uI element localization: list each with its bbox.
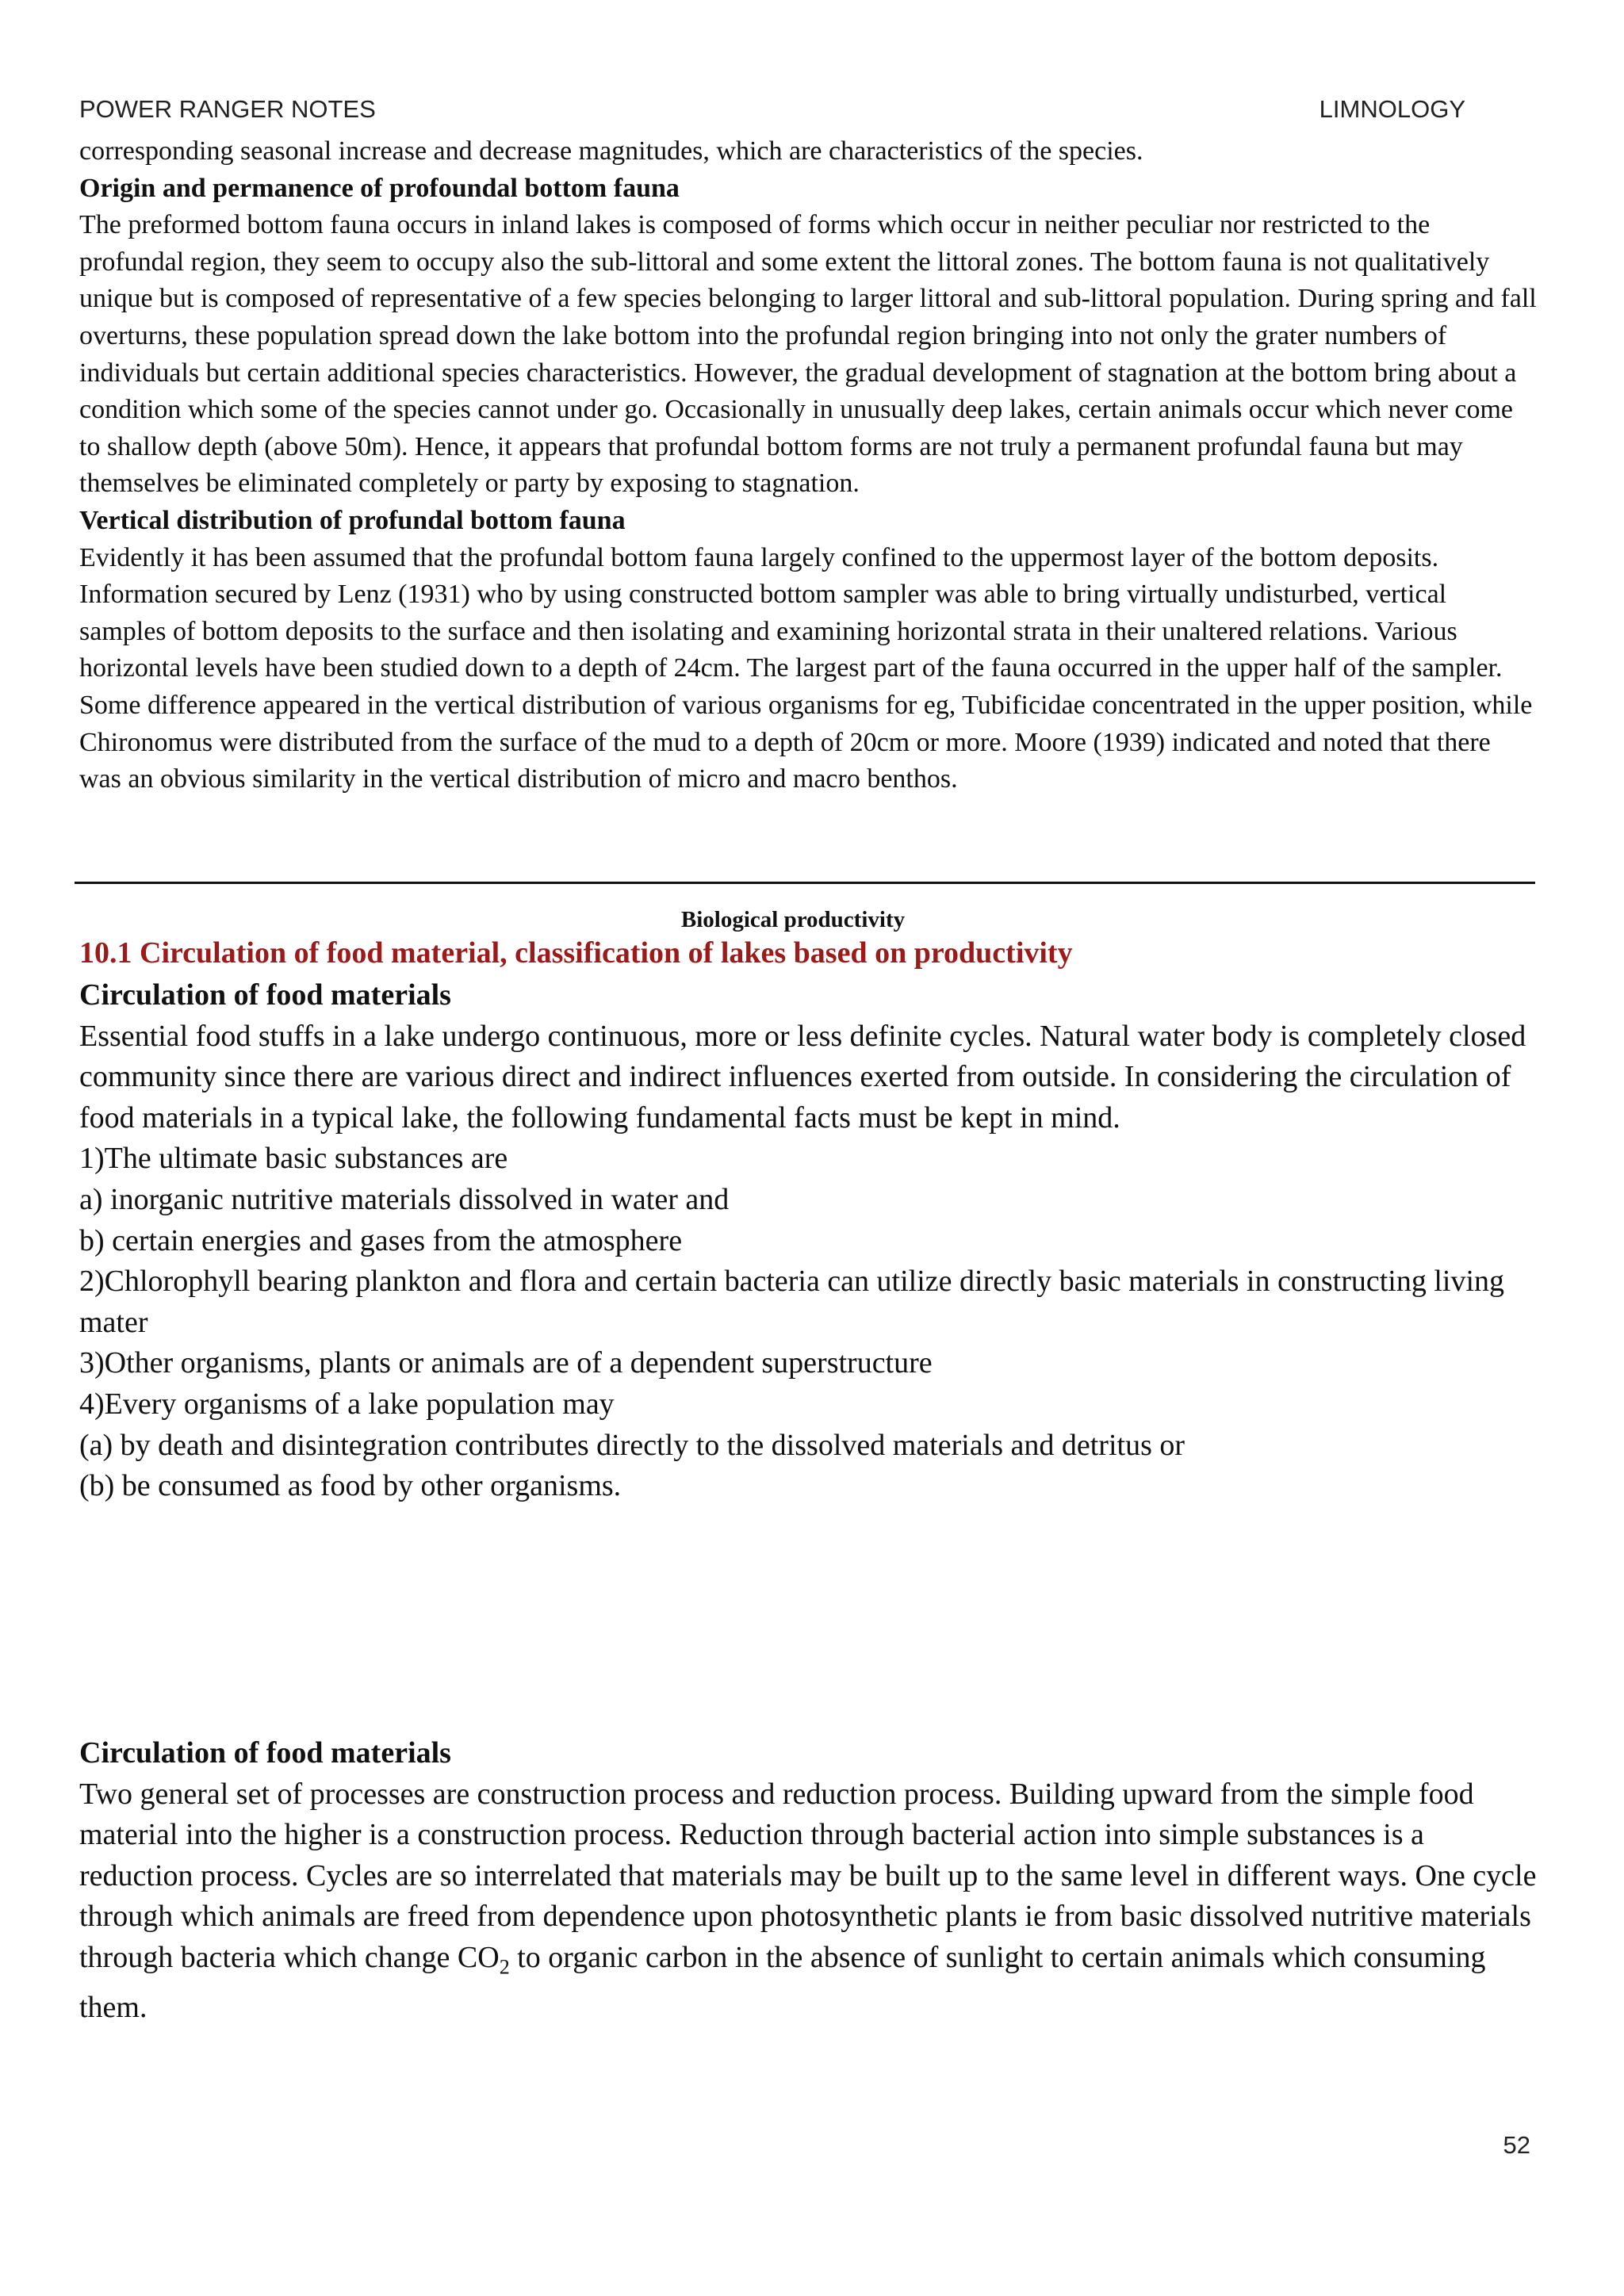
heading-vertical-distribution: Vertical distribution of profundal bottom fauna xyxy=(79,505,626,535)
paragraph-vertical-distribution: Evidently it has been assumed that the profundal bottom fauna largely confined to the uppermost layer of the bottom deposits. Information secured by Lenz (1931) who by using constructed bottom sampler was able to bring virtually undisturbed, vertical samples of bottom deposits to the surface and then isolating and examining horizontal strata in their unaltered relations. Various horizontal levels have been studied down to a depth of 24cm. The largest part of the fauna occurred in the upper half of the sampler. Some difference appeared in the vertical distribution of various organisms for eg, Tubificidae concentrated in the upper position, while Chironomus were distributed from the surface of the mud to a depth of 20cm or more. Moore (1939) indicated and noted that there was an obvious similarity in the vertical distribution of micro and macro benthos. xyxy=(79,542,1533,794)
heading-origin-permanence: Origin and permanence of profoundal bottom fauna xyxy=(79,173,680,203)
heading-circulation-1: Circulation of food materials xyxy=(79,978,451,1012)
section-circulation-2 xyxy=(79,1733,1538,2029)
header-subject: LIMNOLOGY xyxy=(1319,95,1465,123)
list-item: 1)The ultimate basic substances are xyxy=(79,1142,508,1176)
page-header xyxy=(79,95,1465,135)
paragraph-text: Two general set of processes are construction process and reduction process. Building upward from the simple food material into the higher is a construction process. Reduction through bacterial action into simple substances is a reduction process. Cycles are so interrelated that materials may be built up to the same level in different ways. One cycle through which animals are freed from dependence upon photosynthetic plants ie from basic dissolved nutritive materials through bacteria which change CO xyxy=(79,1777,1537,1974)
list-item: a) inorganic nutritive materials dissolved in water and xyxy=(79,1182,730,1216)
paragraph-origin-permanence: The preformed bottom fauna occurs in inland lakes is composed of forms which occur in neither peculiar nor restricted to the profundal region, they seem to occupy also the sub-littoral and some extent the littoral zones. The bottom fauna is not qualitatively unique but is composed of representative of a few species belonging to larger littoral and sub-littoral population. During spring and fall overturns, these population spread down the lake bottom into the profundal region bringing into not only the grater numbers of individuals but certain additional species characteristics. However, the gradual development of stagnation at the bottom bring about a condition which some of the species cannot under go. Occasionally in unusually deep lakes, certain animals occur which never come to shallow depth (above 50m). Hence, it appears that profundal bottom forms are not truly a permanent profundal fauna but may themselves be eliminated completely or party by exposing to stagnation. xyxy=(79,210,1537,499)
section-circulation-1 xyxy=(79,975,1538,1507)
section-heading-10-1: 10.1 Circulation of food material, classification of lakes based on productivity xyxy=(79,936,1073,970)
list-item: (a) by death and disintegration contributes directly to the dissolved materials and detritus or xyxy=(79,1428,1185,1462)
paragraph-circulation-2 xyxy=(79,1774,1538,2029)
fundamental-facts-list xyxy=(79,1138,1538,1506)
co2-subscript: 2 xyxy=(499,1955,510,1979)
paragraph-text-continued: to organic carbon in the absence of sunlight to certain animals which consuming them. xyxy=(79,1940,1486,2025)
heading-circulation-2: Circulation of food materials xyxy=(79,1736,451,1770)
horizontal-divider xyxy=(75,882,1535,884)
list-item: 4)Every organisms of a lake population may xyxy=(79,1387,615,1421)
header-title: POWER RANGER NOTES xyxy=(79,95,376,123)
page-number: 52 xyxy=(1503,2131,1530,2159)
list-item: b) certain energies and gases from the atmosphere xyxy=(79,1223,683,1257)
list-item: 3)Other organisms, plants or animals are of a dependent superstructure xyxy=(79,1346,933,1380)
list-item: 2)Chlorophyll bearing plankton and flora and certain bacteria can utilize directly basic materials in constructing living mater xyxy=(79,1265,1505,1339)
chapter-banner: Biological productivity xyxy=(680,907,906,932)
section-profundal-fauna xyxy=(79,133,1538,798)
intro-line: corresponding seasonal increase and decrease magnitudes, which are characteristics of the species. xyxy=(79,136,1143,166)
list-item: (b) be consumed as food by other organisms. xyxy=(79,1469,622,1503)
paragraph-circulation-1: Essential food stuffs in a lake undergo continuous, more or less definite cycles. Natural water body is completely closed community since there are various direct and indirect influences exerted from outside. In considering the circulation of food materials in a typical lake, the following fundamental facts must be kept in mind. xyxy=(79,1019,1526,1135)
